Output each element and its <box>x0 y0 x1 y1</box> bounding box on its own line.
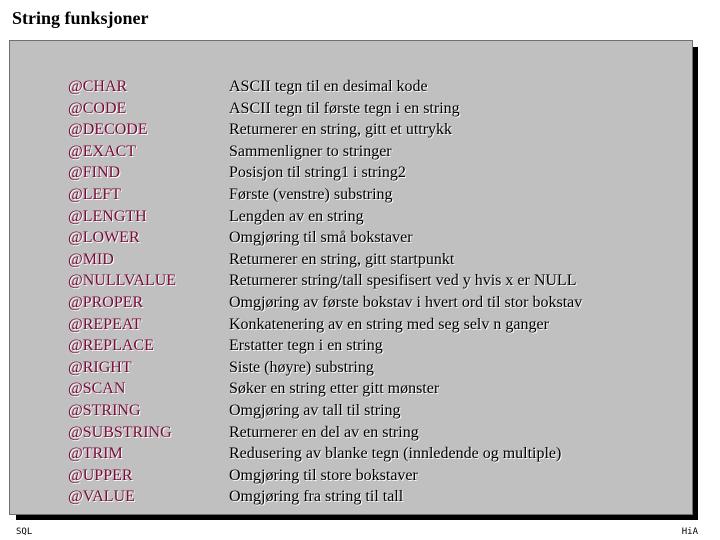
function-name: @UPPER <box>68 466 133 484</box>
function-description: Lengden av en string <box>229 207 364 225</box>
footer-left-label: SQL <box>16 527 33 537</box>
function-description: Omgjøring til små bokstaver <box>229 229 413 247</box>
function-description: Returnerer en string, gitt startpunkt <box>229 250 455 268</box>
function-description: Første (venstre) substring <box>229 185 393 203</box>
function-name: @RIGHT <box>68 358 132 376</box>
function-description: Erstatter tegn i en string <box>229 337 383 355</box>
function-description: Omgjøring til store bokstaver <box>229 466 418 484</box>
footer-right-label: HiA <box>681 527 698 537</box>
function-description: Søker en string etter gitt mønster <box>229 380 440 398</box>
function-description: Returnerer string/tall spesifisert ved y hvis x er NULL <box>229 272 577 290</box>
function-description: Omgjøring fra string til tall <box>229 488 404 506</box>
function-name: @LEFT <box>68 185 121 203</box>
function-name: @SUBSTRING <box>68 423 172 441</box>
function-name: @FIND <box>68 164 121 182</box>
function-description: Posisjon til string1 i string2 <box>229 164 406 182</box>
function-name: @SCAN <box>68 380 126 398</box>
function-description: Returnerer en string, gitt et uttrykk <box>229 121 453 139</box>
function-description: Omgjøring av tall til string <box>229 401 401 419</box>
function-description: ASCII tegn til første tegn i en string <box>229 99 460 117</box>
function-name: @TRIM <box>68 445 123 463</box>
function-description: Konkatenering av en string med seg selv n ganger <box>229 315 549 333</box>
function-name: @EXACT <box>68 142 137 160</box>
function-name: @LOWER <box>68 229 140 247</box>
function-name: @NULLVALUE <box>68 272 177 290</box>
page-title: String funksjoner <box>12 8 149 28</box>
function-description: Omgjøring av første bokstav i hvert ord til stor bokstav <box>229 293 583 311</box>
function-name: @PROPER <box>68 293 144 311</box>
function-name: @MID <box>68 250 114 268</box>
function-description: Siste (høyre) substring <box>229 358 374 376</box>
function-name: @STRING <box>68 401 141 419</box>
function-name: @CODE <box>68 99 127 117</box>
function-name: @VALUE <box>68 488 135 506</box>
function-name: @REPLACE <box>68 337 154 355</box>
function-description: ASCII tegn til en desimal kode <box>229 78 428 95</box>
function-name: @CHAR <box>68 78 128 95</box>
function-description-list <box>229 76 582 508</box>
function-description: Returnerer en del av en string <box>229 423 419 441</box>
function-name: @REPEAT <box>68 315 142 333</box>
function-name: @LENGTH <box>68 207 147 225</box>
function-name: @DECODE <box>68 121 148 139</box>
function-description: Redusering av blanke tegn (innledende og multiple) <box>229 445 562 463</box>
content-panel <box>9 40 693 515</box>
function-description: Sammenligner to stringer <box>229 142 392 160</box>
function-name-list <box>68 76 176 508</box>
